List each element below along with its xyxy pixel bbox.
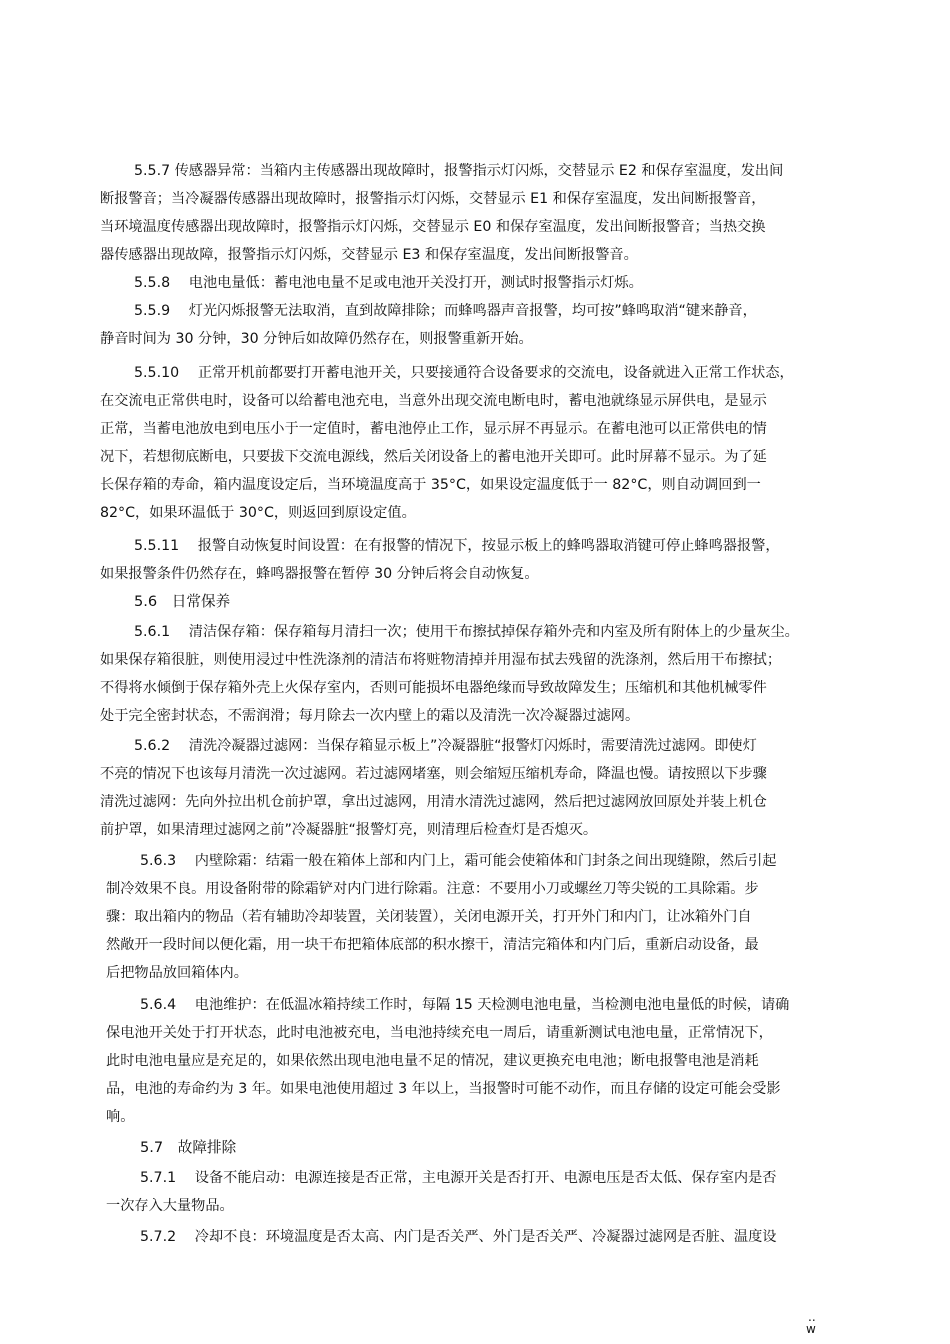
section-heading-5-6: 5.6 日常保养 bbox=[134, 593, 231, 610]
footer-dots: .. bbox=[808, 1310, 816, 1324]
para-5-5-10-line-2: 在交流电正常供电时，设备可以给蓄电池充电，当意外出现交流电断电时，蓄电池就绦显示屏供电，是显示 bbox=[100, 393, 767, 409]
para-5-5-7-line-3: 当环境温度传感器出现故障时，报警指示灯闪烁，交替显示 E0 和保存室温度，发出间断报警音；当热交换 bbox=[100, 219, 766, 235]
para-5-5-10-line-3: 正常，当蓄电池放电到电压小于一定值时，蓄电池停止工作，显示屏不再显示。在蓄电池可以正常供电的情 bbox=[100, 421, 767, 437]
para-5-6-2-line-3: 清洗过滤网：先向外拉出机仓前护罩，拿出过滤网，用清水清洗过滤网，然后把过滤网放回原处并装上机仓 bbox=[100, 794, 767, 810]
para-5-6-3-line-5: 后把物品放回箱体内。 bbox=[106, 965, 248, 981]
footer-letter: w bbox=[806, 1322, 816, 1336]
para-5-5-10-line-1: 5.5.10 正常开机前都要打开蓄电池开关，只要接通符合设备要求的交流电，设备就进入正常工作状态， bbox=[134, 365, 794, 381]
para-5-5-10-line-5: 长保存箱的寿命，箱内温度设定后，当环境温度高于 35°C，如果设定温度低于一 82°C，则自动调回到一 bbox=[100, 477, 761, 493]
para-5-7-1-line-2: 一次存入大量物品。 bbox=[106, 1198, 234, 1214]
para-5-6-4-line-2: 保电池开关处于打开状态，此时电池被充电，当电池持续充电一周后，请重新测试电池电量，正常情况下， bbox=[106, 1025, 773, 1041]
para-5-6-1-line-2: 如果保存箱很脏，则使用浸过中性洗涤剂的清洁布将赃物清掉并用湿布拭去残留的洗涤剂，然后用干布擦拭； bbox=[100, 652, 782, 668]
para-5-6-3-line-4: 然敞开一段时间以便化霜，用一块干布把箱体底部的积水擦干，清洁完箱体和内门后，重新启动设备，最 bbox=[106, 937, 759, 953]
page-footer-mark bbox=[806, 1312, 816, 1336]
para-5-6-4-line-3: 此时电池电量应是充足的，如果依然出现电池电量不足的情况，建议更换充电电池；断电报警电池是消耗 bbox=[106, 1053, 759, 1069]
para-5-7-2-line-1: 5.7.2 冷却不良：环境温度是否太高、内门是否关严、外门是否关严、冷凝器过滤网是否脏、温度设 bbox=[140, 1229, 777, 1245]
para-5-6-4-line-5: 响。 bbox=[106, 1109, 135, 1125]
para-5-5-10-line-6: 82°C，如果环温低于 30°C，则返回到原设定值。 bbox=[100, 505, 416, 521]
para-5-5-9-line-2: 静音时间为 30 分钟，30 分钟后如故障仍然存在，则报警重新开始。 bbox=[100, 331, 533, 347]
section-heading-5-7: 5.7 故障排除 bbox=[140, 1139, 237, 1156]
para-5-6-1-line-3: 不得将水倾倒于保存箱外壳上火保存室内，否则可能损坏电器绝缘而导致故障发生；压缩机和其他机械零件 bbox=[100, 680, 767, 696]
para-5-6-1-line-1: 5.6.1 清洁保存箱：保存箱每月清扫一次；使用干布擦拭掉保存箱外壳和内室及所有附体上的少量灰尘。 bbox=[134, 624, 799, 640]
para-5-5-10-line-4: 况下，若想彻底断电，只要拔下交流电源线，然后关闭设备上的蓄电池开关即可。此时屏幕不显示。为了延 bbox=[100, 449, 767, 465]
para-5-6-2-line-1: 5.6.2 清洗冷凝器过滤网：当保存箱显示板上”冷凝器脏“报警灯闪烁时，需要清洗过滤网。即使灯 bbox=[134, 738, 757, 754]
para-5-6-3-line-3: 骤：取出箱内的物品（若有辅助冷却装置，关闭装置），关闭电源开关，打开外门和内门，让冰箱外门自 bbox=[106, 909, 752, 925]
para-5-7-1-line-1: 5.7.1 设备不能启动：电源连接是否正常，主电源开关是否打开、电源电压是否太低、保存室内是否 bbox=[140, 1170, 777, 1186]
para-5-5-7-line-4: 器传感器出现故障，报警指示灯闪烁，交替显示 E3 和保存室温度，发出间断报警音。 bbox=[100, 247, 638, 263]
para-5-5-11-line-2: 如果报警条件仍然存在，蜂鸣器报警在暂停 30 分钟后将会自动恢复。 bbox=[100, 566, 539, 582]
para-5-6-4-line-4: 品，电池的寿命约为 3 年。如果电池使用超过 3 年以上，当报警时可能不动作，而且存储的设定可能会受影 bbox=[106, 1081, 781, 1097]
para-5-6-2-line-2: 不亮的情况下也该每月清洗一次过滤网。若过滤网堵塞，则会缩短压缩机寿命，降温也慢。请按照以下步骤 bbox=[100, 766, 767, 782]
para-5-5-8-line-1: 5.5.8 电池电量低：蓄电池电量不足或电池开关没打开，测试时报警指示灯烁。 bbox=[134, 275, 643, 291]
para-5-5-7-line-1: 5.5.7 传感器异常：当箱内主传感器出现故障时，报警指示灯闪烁，交替显示 E2 和保存室温度，发出间 bbox=[134, 163, 784, 179]
para-5-6-1-line-4: 处于完全密封状态，不需润滑；每月除去一次内壁上的霜以及清洗一次冷凝器过滤网。 bbox=[100, 708, 640, 724]
para-5-6-4-line-1: 5.6.4 电池维护：在低温冰箱持续工作时，每隔 15 天检测电池电量，当检测电池电量低的时候，请确 bbox=[140, 997, 790, 1013]
para-5-5-9-line-1: 5.5.9 灯光闪烁报警无法取消，直到故障排除；而蜂鸣器声音报警，均可按”蜂鸣取消“键来静音， bbox=[134, 303, 757, 319]
para-5-6-3-line-2: 制冷效果不良。用设备附带的除霜铲对内门进行除霜。注意：不要用小刀或螺丝刀等尖锐的工具除霜。步 bbox=[106, 881, 759, 897]
para-5-6-2-line-4: 前护罩，如果清理过滤网之前”冷凝器脏“报警灯亮，则清理后检查灯是否熄灭。 bbox=[100, 822, 598, 838]
para-5-6-3-line-1: 5.6.3 内壁除霜：结霜一般在箱体上部和内门上，霜可能会使箱体和门封条之间出现缝隙，然后引起 bbox=[140, 853, 777, 869]
para-5-5-11-line-1: 5.5.11 报警自动恢复时间设置：在有报警的情况下，按显示板上的蜂鸣器取消键可停止蜂鸣器报警， bbox=[134, 538, 780, 554]
para-5-5-7-line-2: 断报警音；当冷凝器传感器出现故障时，报警指示灯闪烁，交替显示 E1 和保存室温度，发出间断报警音， bbox=[100, 191, 766, 207]
